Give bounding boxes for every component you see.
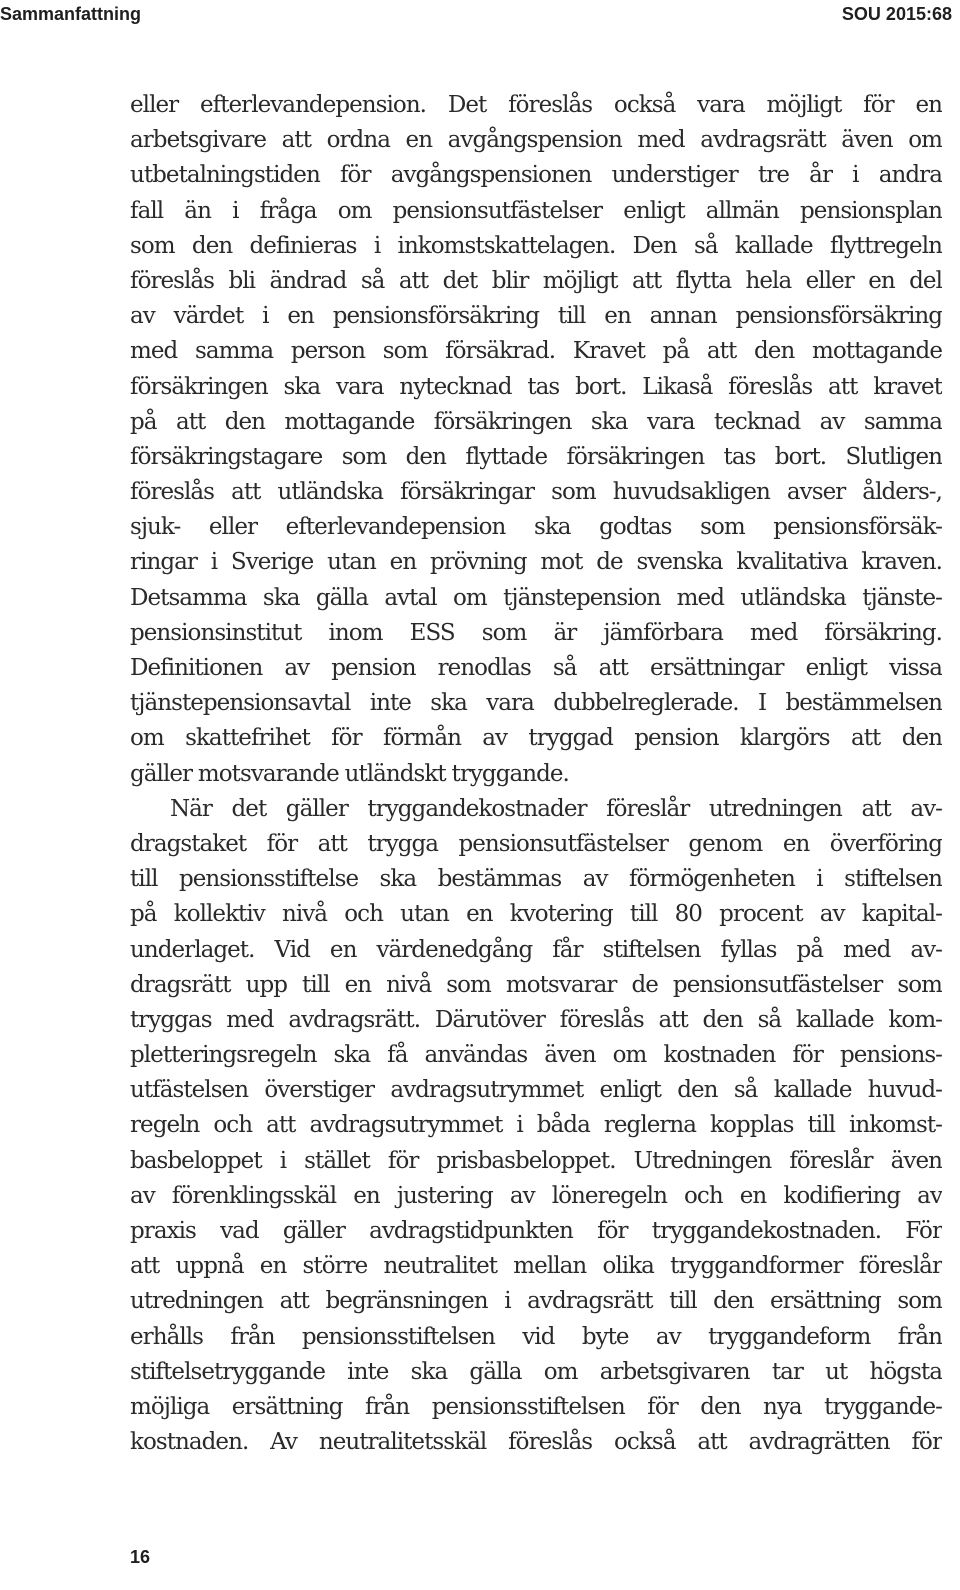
text-line: basbeloppet i stället för prisbasbeloppet. Utredningen föreslår även xyxy=(130,1147,942,1174)
text-line: sjuk- eller efterlevandepension ska godtas som pensionsförsäk- xyxy=(130,514,942,541)
text-line: med samma person som försäkrad. Kravet på att den mottagande xyxy=(130,338,942,365)
text-line: dragsrätt upp till en nivå som motsvarar de pensionsutfästelser som xyxy=(130,971,942,998)
text-line: på kollektiv nivå och utan en kvotering till 80 procent av kapital- xyxy=(130,901,942,928)
text-line: utfästelsen överstiger avdragsutrymmet enligt den så kallade huvud- xyxy=(130,1077,942,1104)
text-line: utbetalningstiden för avgångspensionen understiger tre år i andra xyxy=(130,162,942,189)
text-line: att uppnå en större neutralitet mellan olika tryggandformer föreslår xyxy=(130,1253,942,1280)
text-line: fall än i fråga om pensionsutfästelser enligt allmän pensionsplan xyxy=(130,197,942,224)
text-line: försäkringen ska vara nytecknad tas bort. Likaså föreslås att kravet xyxy=(130,373,942,400)
report-id: SOU 2015:68 xyxy=(841,4,952,24)
text-line: gäller motsvarande utländskt tryggande. xyxy=(130,760,569,787)
text-line: dragstaket för att trygga pensionsutfästelser genom en överföring xyxy=(130,830,942,857)
text-line: pensionsinstitut inom ESS som är jämförbara med försäkring. xyxy=(130,619,942,646)
text-line: av förenklingsskäl en justering av löneregeln och en kodifiering av xyxy=(130,1182,942,1209)
text-line: arbetsgivare att ordna en avgångspension med avdragsrätt även om xyxy=(130,127,942,154)
text-line: om skattefrihet för förmån av tryggad pension klargörs att den xyxy=(130,725,942,752)
text-line: försäkringstagare som den flyttade försäkringen tas bort. Slutligen xyxy=(130,443,942,470)
section-title: Sammanfattning xyxy=(0,4,142,24)
text-line: eller efterlevandepension. Det föreslås också vara möjligt för en xyxy=(130,92,942,118)
running-header xyxy=(0,0,960,32)
page-number: 16 xyxy=(130,1547,151,1567)
text-line: som den definieras i inkomstskattelagen. Den så kallade flyttregeln xyxy=(130,232,942,259)
text-line: på att den mottagande försäkringen ska vara tecknad av samma xyxy=(130,408,942,435)
text-line: erhålls från pensionsstiftelsen vid byte av tryggandeform från xyxy=(130,1323,942,1350)
text-line: ringar i Sverige utan en prövning mot de svenska kvalitativa kraven. xyxy=(130,549,942,576)
text-line: stiftelsetryggande inte ska gälla om arbetsgivaren tar ut högsta xyxy=(130,1358,942,1385)
text-line: tryggas med avdragsrätt. Därutöver föreslås att den så kallade kom- xyxy=(130,1006,942,1033)
text-line: Detsamma ska gälla avtal om tjänstepension med utländska tjänste- xyxy=(130,584,942,611)
text-line: underlaget. Vid en värdenedgång får stiftelsen fyllas på med av- xyxy=(130,936,942,963)
text-line: praxis vad gäller avdragstidpunkten för tryggandekostnaden. För xyxy=(130,1218,942,1244)
text-line: föreslås bli ändrad så att det blir möjligt att flytta hela eller en del xyxy=(130,267,942,294)
text-line: av värdet i en pensionsförsäkring till en annan pensionsförsäkring xyxy=(130,303,942,330)
text-line: regeln och att avdragsutrymmet i båda reglerna kopplas till inkomst- xyxy=(130,1112,942,1139)
text-line: pletteringsregeln ska få användas även om kostnaden för pensions- xyxy=(130,1042,942,1069)
text-line: tjänstepensionsavtal inte ska vara dubbelreglerade. I bestämmelsen xyxy=(130,690,942,717)
text-line: till pensionsstiftelse ska bestämmas av förmögenheten i stiftelsen xyxy=(130,866,942,893)
text-line: kostnaden. Av neutralitetsskäl föreslås också att avdragrätten för xyxy=(130,1429,942,1456)
text-line: utredningen att begränsningen i avdragsrätt till den ersättning som xyxy=(130,1288,942,1315)
text-line: möjliga ersättning från pensionsstiftelsen för den nya tryggande- xyxy=(130,1393,942,1420)
body-text xyxy=(130,88,942,1460)
text-line: Definitionen av pension renodlas så att ersättningar enligt vissa xyxy=(130,655,942,681)
text-line: När det gäller tryggandekostnader föreslår utredningen att av- xyxy=(170,795,942,822)
text-line: föreslås att utländska försäkringar som huvudsakligen avser ålders-, xyxy=(130,479,942,506)
